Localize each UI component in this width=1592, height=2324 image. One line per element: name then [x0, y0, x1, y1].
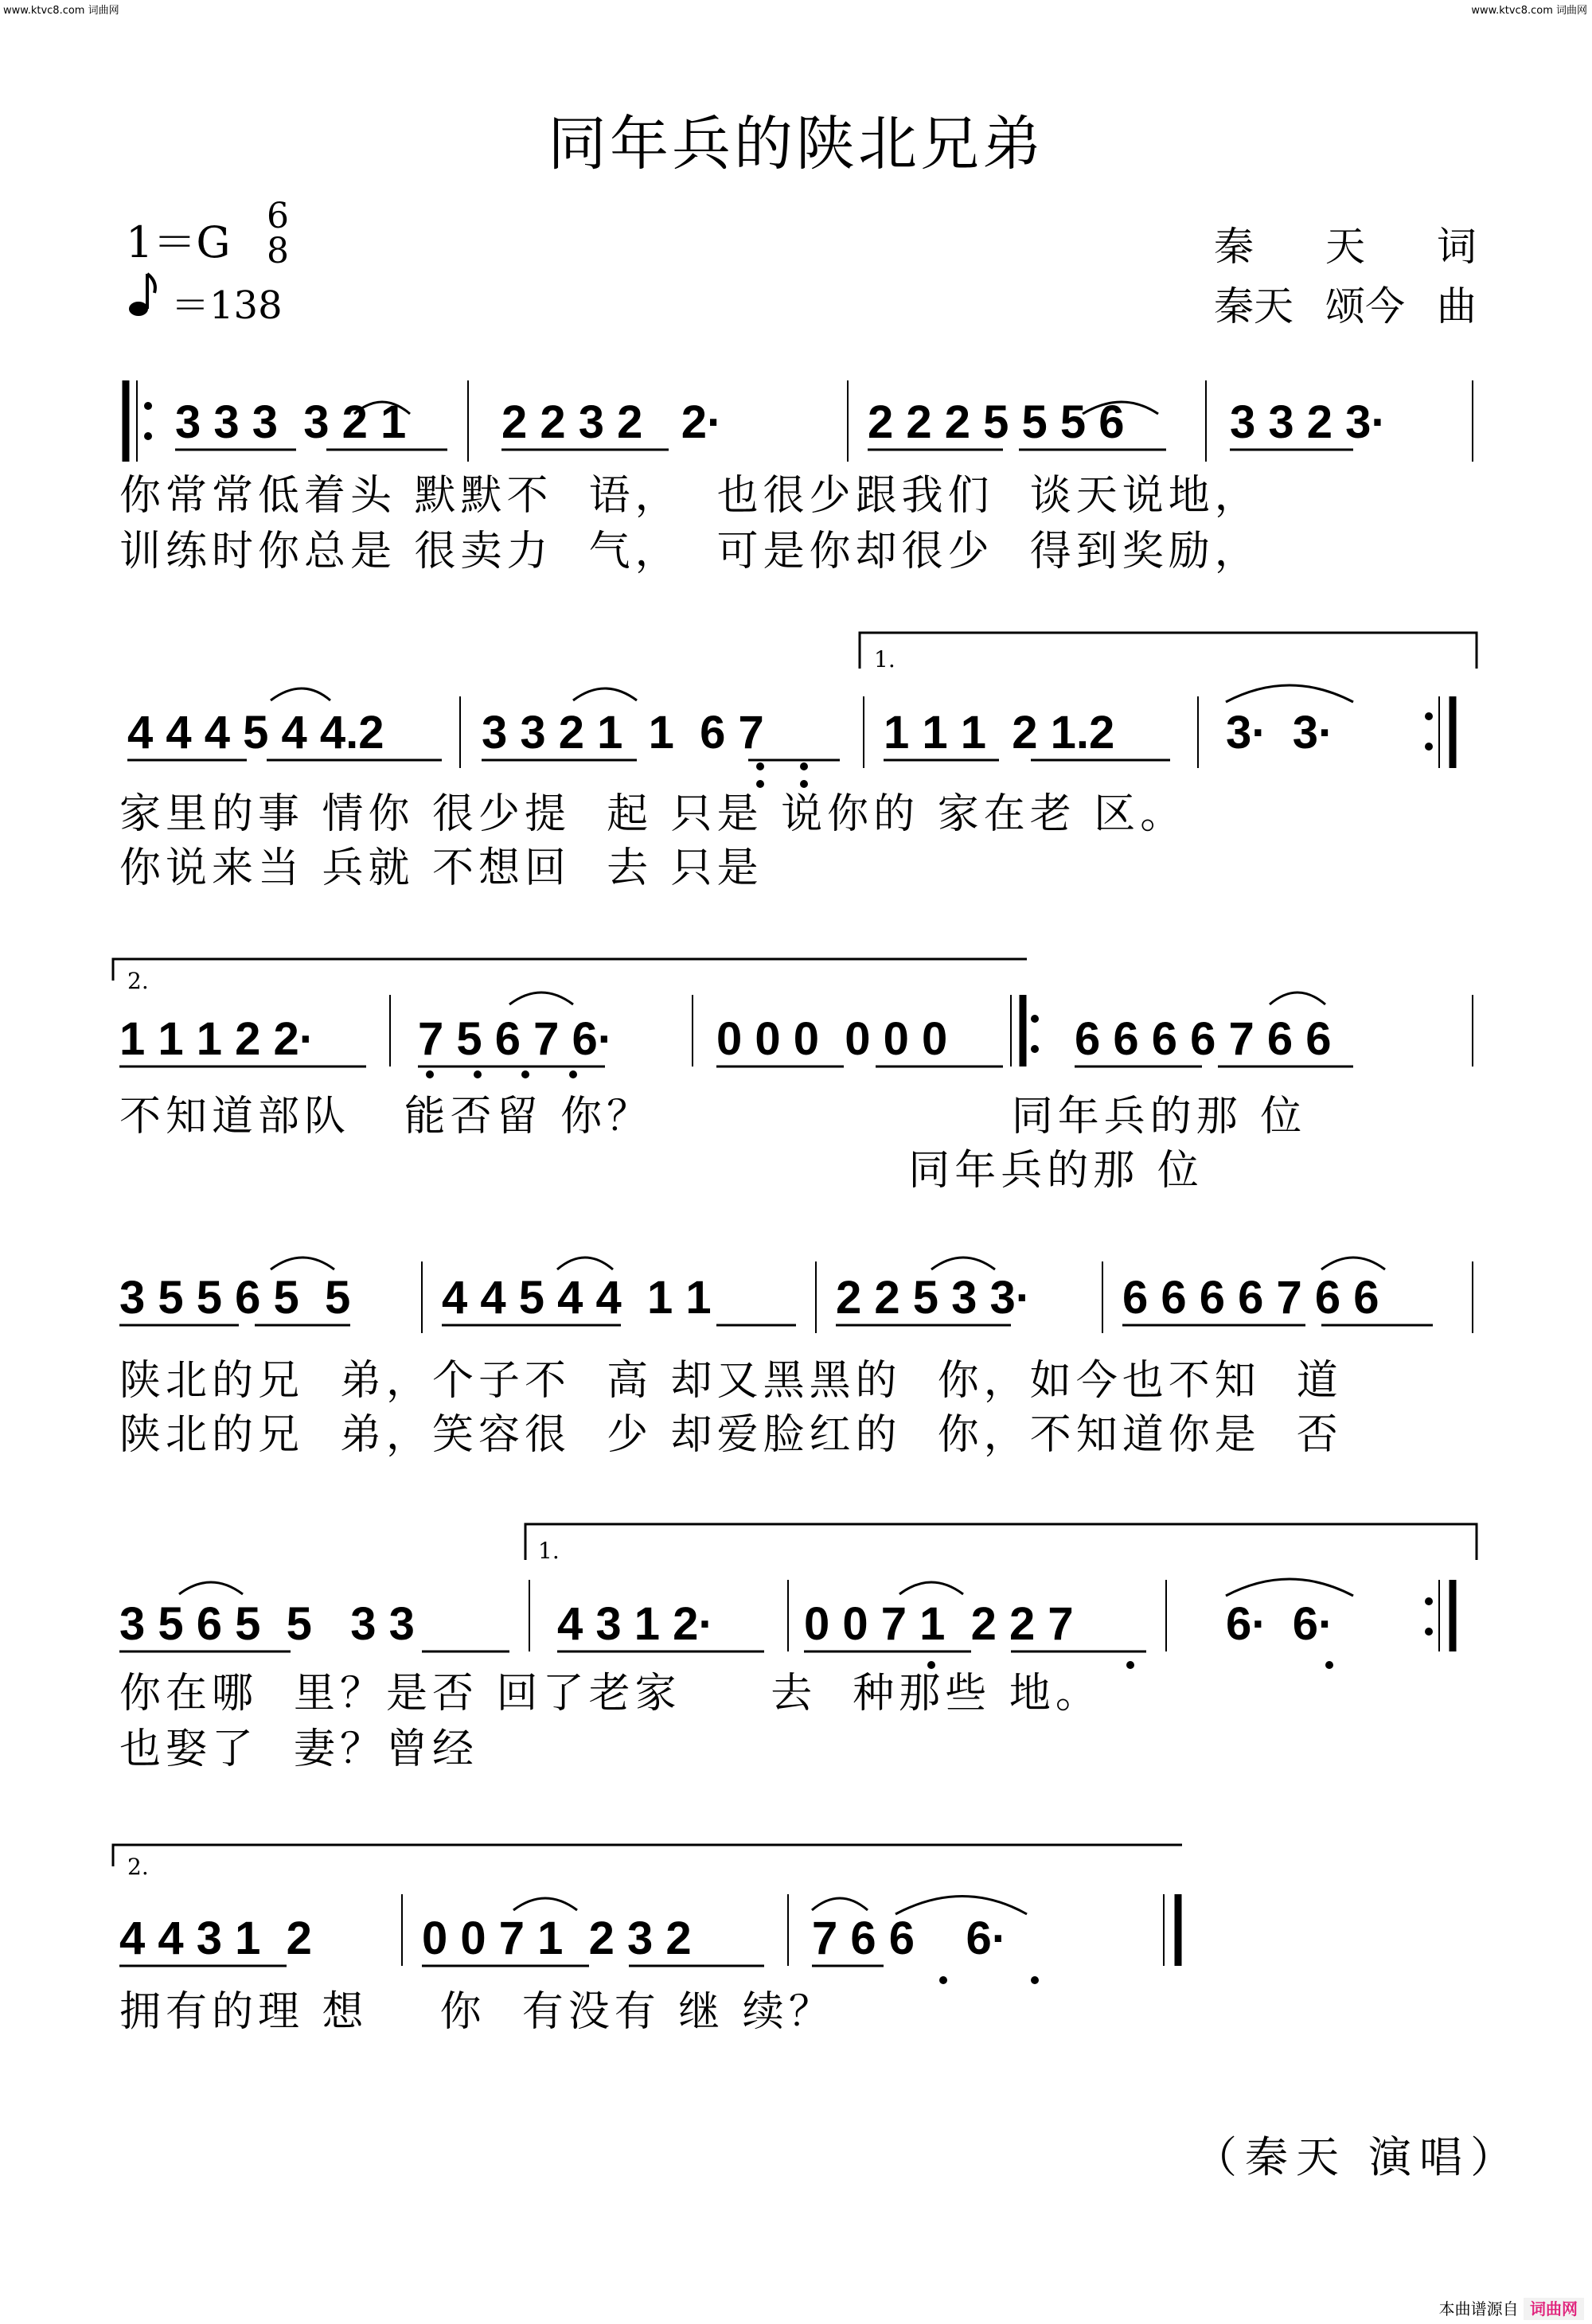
note-group: 2 2 3 2 2·: [501, 396, 723, 448]
performer-credit: （秦天 演唱）: [1194, 2132, 1522, 2182]
volta-2-bracket: [113, 1845, 1182, 1866]
lyric-line: 你常常低着头 默默不 语， 也很少跟我们 谈天说地，: [119, 472, 1261, 520]
tempo-marking: ＝138: [171, 283, 283, 328]
slur: [573, 688, 637, 700]
tie: [896, 1897, 1027, 1915]
composer-name-2: 颂今: [1325, 283, 1405, 329]
volta-1-label: 1.: [538, 1538, 560, 1564]
volta-1-bracket: [860, 633, 1477, 669]
volta-2-bracket: [113, 959, 1027, 981]
composer-role: 曲: [1437, 283, 1477, 329]
note-group: 4 4 3 1 2: [119, 1913, 312, 1964]
lyric-line: 拥有的理 想 你 有没有 继 续？: [119, 1988, 835, 2036]
slur: [509, 992, 573, 1004]
note-group: 1 1 1 2 1.2: [884, 707, 1115, 758]
lyric-line: 陕北的兄 弟，笑容很 少 却爱脸红的 你，不知道你是 否: [119, 1411, 1343, 1459]
time-signature-top: 6: [267, 196, 289, 236]
note-group: 6 6 6 6 7 6 6: [1122, 1272, 1379, 1324]
watermark-right: www.ktvc8.com 词曲网: [1471, 5, 1587, 17]
tie: [1226, 1579, 1353, 1596]
slur: [179, 1582, 243, 1594]
note-group: 4 4 5 4 4 1 1: [442, 1272, 712, 1324]
volta-2-label: 2.: [127, 1854, 149, 1880]
slur: [931, 1258, 995, 1269]
note-group: 0 0 7 1 2 3 2: [422, 1913, 692, 1964]
slur: [271, 688, 330, 700]
slur: [899, 1582, 963, 1594]
lyricist-name-1: 秦: [1214, 224, 1254, 270]
note-group: 3 3 3 3 2 1: [175, 396, 407, 448]
lyric-line: 训练时你总是 很卖力 气， 可是你却很少 得到奖励，: [119, 528, 1261, 575]
lyric-line: 也娶了 妻？曾经: [119, 1725, 479, 1773]
slur: [513, 1898, 577, 1910]
note-group: 7 6 6 6·: [812, 1913, 1008, 1964]
note-group: 3· 3·: [1226, 707, 1334, 758]
note-group: 4 4 4 5 4 4.2: [127, 707, 384, 758]
note-group: 2 2 5 3 3·: [836, 1272, 1032, 1324]
lyricist-role: 词: [1437, 224, 1477, 270]
lyricist-name-2: 天: [1325, 224, 1365, 270]
volta-1-label: 1.: [874, 646, 896, 673]
note-group: 6· 6·: [1226, 1598, 1334, 1650]
footer-source-text: 本曲谱源自: [1438, 2299, 1519, 2318]
note-group: 6 6 6 6 7 6 6: [1075, 1013, 1332, 1065]
key-signature: 1＝G: [126, 217, 231, 267]
note-group: 3 3 2 1 1 6 7: [482, 707, 764, 758]
note-group: 0 0 0 0 0 0: [716, 1013, 948, 1065]
footer-source: [1439, 2296, 1584, 2319]
page-title: 同年兵的陕北兄弟: [548, 110, 1044, 178]
lyric-line: 家里的事 情你 很少提 起 只是 说你的 家在老 区。: [119, 790, 1187, 838]
note-group: 2 2 2 5 5 5 6: [868, 396, 1125, 448]
note-group: 0 0 7 1 2 2 7: [804, 1598, 1074, 1650]
note-group: 3 5 6 5 5 3 3: [119, 1598, 415, 1650]
slur: [557, 1258, 613, 1269]
note-group: 3 5 5 6 5 5: [119, 1272, 351, 1324]
watermark-left: www.ktvc8.com 词曲网: [3, 5, 119, 17]
composer-name-1: 秦天: [1214, 283, 1294, 329]
slur: [812, 1898, 868, 1910]
note-group: 3 3 2 3·: [1230, 396, 1387, 448]
tie: [1226, 685, 1353, 702]
note-group: 1 1 1 2 2·: [119, 1013, 315, 1065]
note-group: 7 5 6 7 6·: [418, 1013, 614, 1065]
note-group: 4 3 1 2·: [557, 1598, 714, 1650]
volta-1-bracket: [525, 1524, 1477, 1560]
volta-2-label: 2.: [127, 968, 149, 994]
lyric-line: 你在哪 里？是否 回了老家 去 种那些 地。: [119, 1670, 1102, 1718]
slur: [271, 1258, 334, 1269]
time-signature-bottom: 8: [267, 231, 289, 271]
slur: [1270, 992, 1325, 1004]
lyric-line: 同年兵的那 位: [119, 1147, 1204, 1195]
lyric-line: 陕北的兄 弟，个子不 高 却又黑黑的 你，如今也不知 道: [119, 1357, 1343, 1405]
slur: [1321, 1258, 1385, 1269]
lyric-line: 你说来当 兵就 不想回 去 只是: [119, 844, 763, 892]
lyric-line: 不知道部队 能否留 你？ 同年兵的那 位: [119, 1093, 1307, 1141]
footer-brand: 词曲网: [1524, 2298, 1584, 2320]
